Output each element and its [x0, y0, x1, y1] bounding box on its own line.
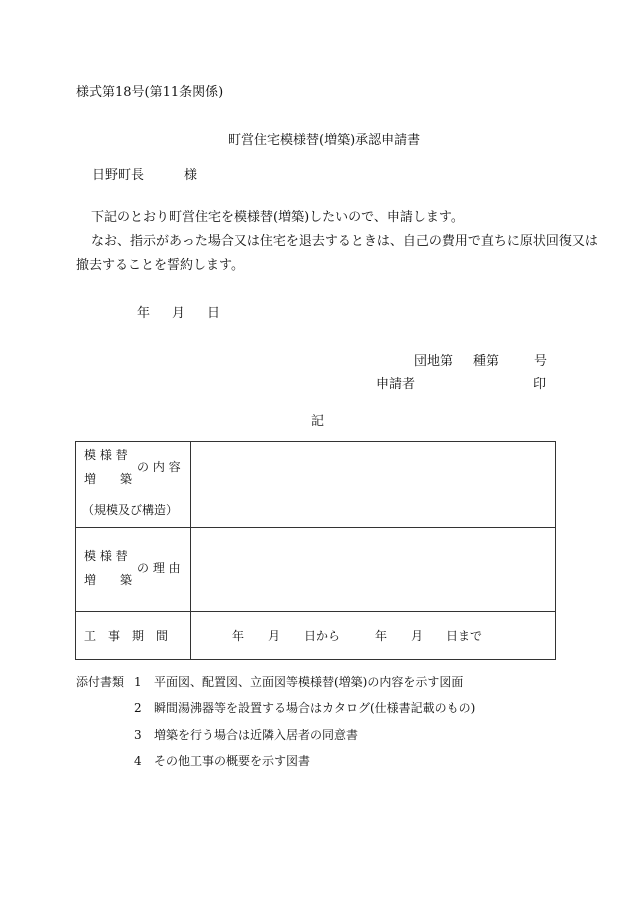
- end-day: 日まで: [446, 629, 483, 643]
- row1-label-note: （規模及び構造）: [82, 503, 179, 517]
- column-divider: [190, 442, 191, 659]
- end-year: 年: [375, 629, 388, 643]
- row2-label-extension: 増 築: [84, 573, 133, 587]
- row1-content-field[interactable]: [192, 443, 554, 525]
- danchi-label: 団地第: [414, 354, 454, 369]
- attachment-text: 平面図、配置図、立面図等模様替(増築)の内容を示す図面: [154, 675, 464, 689]
- date-year: 年: [137, 306, 151, 321]
- date-day: 日: [207, 306, 221, 321]
- attachments-label: 添付書類: [76, 675, 125, 689]
- honorific: 様: [184, 168, 198, 183]
- row2-label-reason: の 理 由: [137, 561, 181, 575]
- form-number: 様式第18号(第11条関係): [76, 85, 224, 100]
- row3-label-period: 工 事 期 間: [84, 629, 169, 643]
- date-month: 月: [172, 306, 186, 321]
- attachment-number: 3: [134, 728, 142, 742]
- paragraph-2-line-2: 撤去することを誓約します。: [76, 258, 244, 273]
- applicant-label: 申請者: [376, 377, 416, 392]
- shu-label: 種第: [473, 354, 500, 369]
- paragraph-2-line-1: なお、指示があった場合又は住宅を退去するときは、自己の費用で直ちに原状回復又は: [91, 234, 598, 249]
- attachment-text: 瞬間湯沸器等を設置する場合はカタログ(仕様書記載のもの): [154, 701, 476, 715]
- seal-mark: 印: [533, 377, 547, 392]
- row-divider-1: [76, 527, 555, 528]
- attachment-number: 1: [134, 675, 142, 689]
- document-title: 町営住宅模様替(増築)承認申請書: [228, 133, 421, 148]
- ki-heading: 記: [311, 414, 325, 429]
- attachment-number: 2: [134, 701, 142, 715]
- row1-label-extension: 増 築: [84, 472, 133, 486]
- row2-reason-field[interactable]: [192, 529, 554, 609]
- application-table: [75, 441, 556, 660]
- row-divider-2: [76, 611, 555, 612]
- attachment-text: 増築を行う場合は近隣入居者の同意書: [154, 728, 359, 742]
- row1-label-content: の 内 容: [137, 460, 181, 474]
- start-day: 日から: [304, 629, 341, 643]
- row1-label-modification: 模 様 替: [84, 448, 128, 462]
- go-label: 号: [534, 354, 548, 369]
- attachment-number: 4: [134, 754, 142, 768]
- start-year: 年: [232, 629, 245, 643]
- end-month: 月: [411, 629, 424, 643]
- start-month: 月: [268, 629, 281, 643]
- attachment-text: その他工事の概要を示す図書: [154, 754, 311, 768]
- row2-label-modification: 模 様 替: [84, 549, 128, 563]
- addressee: 日野町長: [92, 168, 145, 183]
- paragraph-1: 下記のとおり町営住宅を模様替(増築)したいので、申請します。: [91, 210, 464, 225]
